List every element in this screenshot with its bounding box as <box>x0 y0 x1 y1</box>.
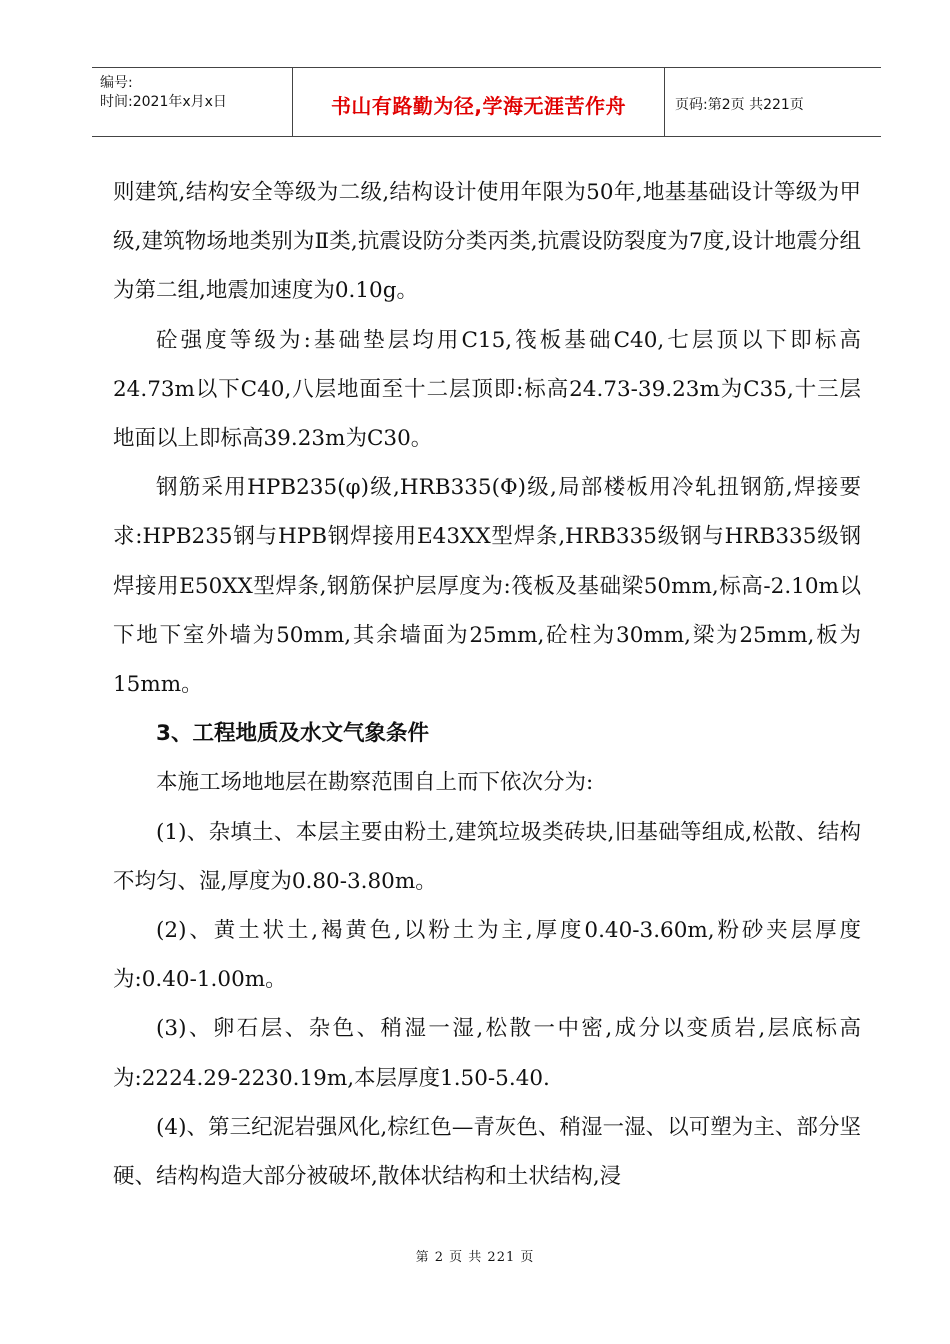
paragraph-layer-3: (3)、卵石层、杂色、稍湿一湿,松散一中密,成分以变质岩,层底标高为:2224.29-2230.19m,本层厚度1.50-5.40. <box>113 1016 861 1091</box>
paragraph-reinforcement: 钢筋采用HPB235(φ)级,HRB335(Φ)级,局部楼板用冷轧扭钢筋,焊接要求:HPB235钢与HPB钢焊接用E43XX型焊条,HRB335级钢与HRB335级钢焊接用E50XX型焊条,钢筋保护层厚度为:筏板及基础梁50mm,标高-2.10m以下地下室外墙为50mm,其余墙面为25mm,砼柱为30mm,梁为25mm,板为15mm。 <box>113 475 861 698</box>
paragraph-strata-intro: 本施工场地地层在勘察范围自上而下依次分为: <box>156 770 594 796</box>
document-body <box>113 168 861 1201</box>
paragraph-layer-4: (4)、第三纪泥岩强风化,棕红色—青灰色、稍湿一湿、以可塑为主、部分坚硬、结构构造大部分被破坏,散体状结构和土状结构,浸 <box>113 1114 861 1190</box>
document-number-label: 编号: <box>100 75 133 91</box>
paragraph-layer-1: (1)、杂填土、本层主要由粉土,建筑垃圾类砖块,旧基础等组成,松散、结构不均匀、湿,厚度为0.80-3.80m。 <box>113 819 861 894</box>
paragraph-structure-continued: 则建筑,结构安全等级为二级,结构设计使用年限为50年,地基基础设计等级为甲级,建筑物场地类别为Ⅱ类,抗震设防分类丙类,抗震设防裂度为7度,设计地震分组为第二组,地震加速度为0.10g。 <box>113 180 861 304</box>
header-page-info: 页码:第2页 共221页 <box>675 97 804 113</box>
header-motto: 书山有路勤为径,学海无涯苦作舟 <box>330 93 627 118</box>
header-page-cell <box>665 68 881 136</box>
header-motto-cell <box>293 68 665 136</box>
page-footer: 第 2 页 共 221 页 <box>415 1250 535 1265</box>
document-time-label: 时间:2021年x月x日 <box>100 94 227 110</box>
page-header <box>92 67 881 137</box>
paragraph-layer-2: (2)、黄土状土,褐黄色,以粉土为主,厚度0.40-3.60m,粉砂夹层厚度为:0.40-1.00m。 <box>113 918 861 993</box>
header-left-cell <box>92 68 293 136</box>
paragraph-concrete-grade: 砼强度等级为:基础垫层均用C15,筏板基础C40,七层顶以下即标高24.73m以下C40,八层地面至十二层顶即:标高24.73-39.23m为C35,十三层地面以上即标高39.23m为C30。 <box>113 327 861 452</box>
section-heading-geology: 3、工程地质及水文气象条件 <box>156 721 429 747</box>
